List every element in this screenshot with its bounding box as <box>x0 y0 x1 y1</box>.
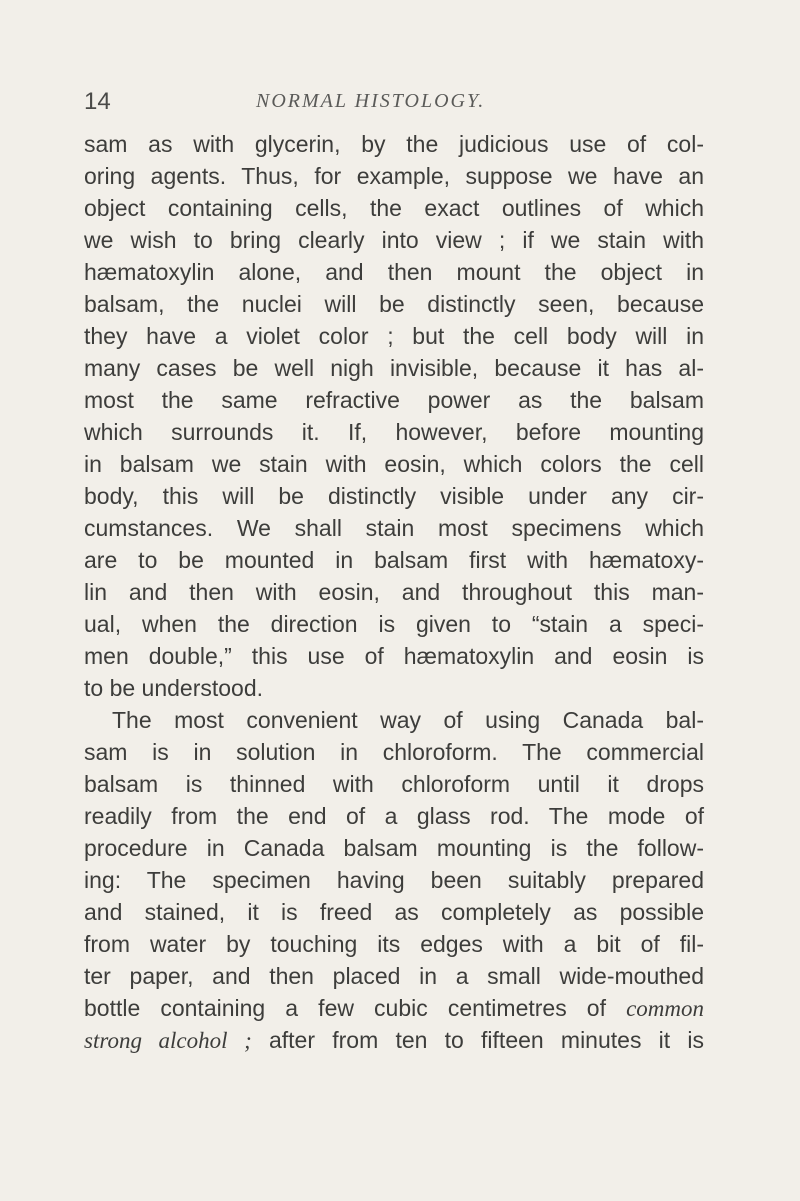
text-line: sam is in solution in chloroform. The commercial <box>84 739 704 765</box>
text-line: and stained, it is freed as completely as possible <box>84 899 704 925</box>
text-line: hæmatoxylin alone, and then mount the object in <box>84 259 704 285</box>
text-line: cumstances. We shall stain most specimens which <box>84 515 704 541</box>
text-line: they have a violet color ; but the cell body will in <box>84 323 704 349</box>
running-head <box>84 88 724 118</box>
text-line: readily from the end of a glass rod. The mode of <box>84 803 704 829</box>
italic-phrase: common <box>626 996 705 1021</box>
text-line: object containing cells, the exact outlines of which <box>84 195 704 221</box>
running-title: NORMAL HISTOLOGY. <box>256 90 486 112</box>
text-line <box>84 992 704 1024</box>
text-line: balsam is thinned with chloroform until it drops <box>84 771 704 797</box>
text-segment: bottle containing a few cubic centimetres of <box>84 995 606 1021</box>
text-line: men double,” this use of hæmatoxylin and eosin is <box>84 643 704 669</box>
text-line: sam as with glycerin, by the judicious use of col- <box>84 131 704 157</box>
text-line: oring agents. Thus, for example, suppose we have an <box>84 163 704 189</box>
text-line <box>84 1024 704 1056</box>
page-number: 14 <box>84 88 111 115</box>
text-line: most the same refractive power as the balsam <box>84 387 704 413</box>
text-line: which surrounds it. If, however, before mounting <box>84 419 704 445</box>
text-line: many cases be well nigh invisible, because it has al- <box>84 355 704 381</box>
text-line: are to be mounted in balsam first with hæmatoxy- <box>84 547 704 573</box>
text-line: ter paper, and then placed in a small wide-mouthed <box>84 963 704 989</box>
text-segment: after from ten to fifteen minutes it is <box>268 1027 704 1053</box>
text-line: from water by touching its edges with a bit of fil- <box>84 931 704 957</box>
text-line: in balsam we stain with eosin, which colors the cell <box>84 451 704 477</box>
text-line: ing: The specimen having been suitably prepared <box>84 867 704 893</box>
text-line: lin and then with eosin, and throughout this man- <box>84 579 704 605</box>
text-line: The most convenient way of using Canada bal- <box>112 707 704 733</box>
text-line: balsam, the nuclei will be distinctly seen, because <box>84 291 704 317</box>
text-line: procedure in Canada balsam mounting is the follow- <box>84 835 704 861</box>
text-line: ual, when the direction is given to “stain a speci- <box>84 611 704 637</box>
body-text <box>84 128 704 1056</box>
text-line: body, this will be distinctly visible under any cir- <box>84 483 704 509</box>
text-line: to be understood. <box>84 675 264 701</box>
italic-phrase: strong alcohol ; <box>84 1028 252 1053</box>
text-line: we wish to bring clearly into view ; if we stain with <box>84 227 704 253</box>
